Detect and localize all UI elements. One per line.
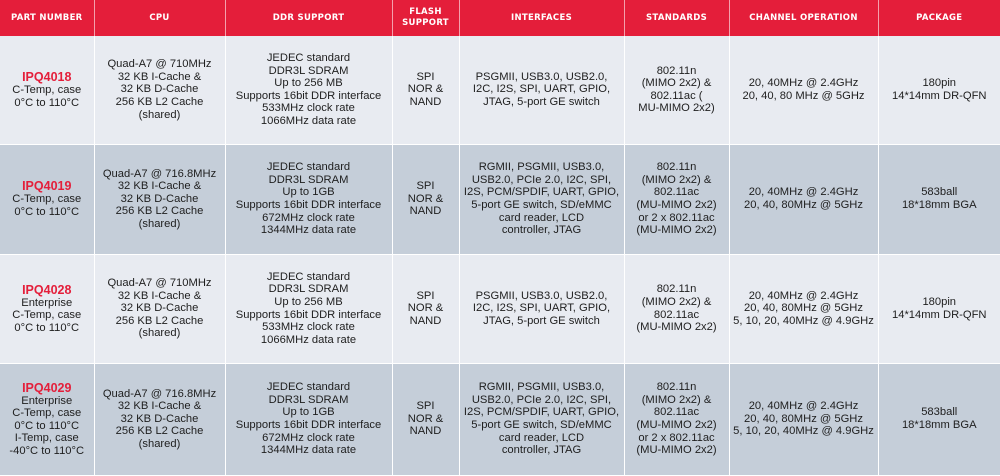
cpu-cell: Quad-A7 @ 710MHz 32 KB I-Cache & 32 KB D-Cache 256 KB L2 Cache (shared) bbox=[94, 254, 225, 363]
channel-cell: 20, 40MHz @ 2.4GHz 20, 40, 80MHz @ 5GHz 5, 10, 20, 40MHz @ 4.9GHz bbox=[729, 363, 878, 475]
standards-cell: 802.11n (MIMO 2x2) & 802.11ac (MU-MIMO 2x2) or 2 x 802.11ac (MU-MIMO 2x2) bbox=[624, 144, 729, 254]
header-ddr-support: DDR SUPPORT bbox=[225, 0, 392, 36]
header-channel-operation: CHANNEL OPERATION bbox=[729, 0, 878, 36]
table-row bbox=[0, 254, 1000, 363]
package-cell: 583ball 18*18mm BGA bbox=[878, 363, 1000, 475]
package-cell: 180pin 14*14mm DR-QFN bbox=[878, 36, 1000, 144]
header-part-number: PART NUMBER bbox=[0, 0, 94, 36]
part-number-cell bbox=[0, 254, 94, 363]
flash-cell: SPI NOR & NAND bbox=[392, 363, 459, 475]
table-row bbox=[0, 363, 1000, 475]
interfaces-cell: PSGMII, USB3.0, USB2.0, I2C, I2S, SPI, UART, GPIO, JTAG, 5-port GE switch bbox=[459, 254, 624, 363]
ddr-cell: JEDEC standard DDR3L SDRAM Up to 1GB Supports 16bit DDR interface 672MHz clock rate 1344MHz data rate bbox=[225, 144, 392, 254]
package-cell: 180pin 14*14mm DR-QFN bbox=[878, 254, 1000, 363]
channel-cell: 20, 40MHz @ 2.4GHz 20, 40, 80 MHz @ 5GHz bbox=[729, 36, 878, 144]
part-desc: Enterprise C-Temp, case 0°C to 110°C bbox=[12, 296, 82, 334]
channel-cell: 20, 40MHz @ 2.4GHz 20, 40, 80MHz @ 5GHz 5, 10, 20, 40MHz @ 4.9GHz bbox=[729, 254, 878, 363]
part-number-cell bbox=[0, 363, 94, 475]
ddr-cell: JEDEC standard DDR3L SDRAM Up to 1GB Supports 16bit DDR interface 672MHz clock rate 1344MHz data rate bbox=[225, 363, 392, 475]
flash-cell: SPI NOR & NAND bbox=[392, 36, 459, 144]
header-standards: STANDARDS bbox=[624, 0, 729, 36]
interfaces-cell: PSGMII, USB3.0, USB2.0, I2C, I2S, SPI, UART, GPIO, JTAG, 5-port GE switch bbox=[459, 36, 624, 144]
header-flash-support: FLASH SUPPORT bbox=[392, 0, 459, 36]
table-row bbox=[0, 36, 1000, 144]
cpu-cell: Quad-A7 @ 716.8MHz 32 KB I-Cache & 32 KB D-Cache 256 KB L2 Cache (shared) bbox=[94, 363, 225, 475]
table-row bbox=[0, 144, 1000, 254]
interfaces-cell: RGMII, PSGMII, USB3.0, USB2.0, PCIe 2.0, I2C, SPI, I2S, PCM/SPDIF, UART, GPIO, 5-port GE switch, SD/eMMC card reader, LCD controller, JTAG bbox=[459, 363, 624, 475]
cpu-cell: Quad-A7 @ 710MHz 32 KB I-Cache & 32 KB D-Cache 256 KB L2 Cache (shared) bbox=[94, 36, 225, 144]
header-package: PACKAGE bbox=[878, 0, 1000, 36]
ddr-cell: JEDEC standard DDR3L SDRAM Up to 256 MB Supports 16bit DDR interface 533MHz clock rate 1066MHz data rate bbox=[225, 254, 392, 363]
header-interfaces: INTERFACES bbox=[459, 0, 624, 36]
header-cpu: CPU bbox=[94, 0, 225, 36]
header-row bbox=[0, 0, 1000, 36]
part-name: IPQ4029 bbox=[22, 380, 72, 395]
part-number-cell bbox=[0, 36, 94, 144]
standards-cell: 802.11n (MIMO 2x2) & 802.11ac (MU-MIMO 2x2) or 2 x 802.11ac (MU-MIMO 2x2) bbox=[624, 363, 729, 475]
part-number-cell bbox=[0, 144, 94, 254]
part-name: IPQ4019 bbox=[22, 179, 72, 194]
part-desc: C-Temp, case 0°C to 110°C bbox=[12, 84, 82, 109]
cpu-cell: Quad-A7 @ 716.8MHz 32 KB I-Cache & 32 KB D-Cache 256 KB L2 Cache (shared) bbox=[94, 144, 225, 254]
ddr-cell: JEDEC standard DDR3L SDRAM Up to 256 MB Supports 16bit DDR interface 533MHz clock rate 1066MHz data rate bbox=[225, 36, 392, 144]
channel-cell: 20, 40MHz @ 2.4GHz 20, 40, 80MHz @ 5GHz bbox=[729, 144, 878, 254]
flash-cell: SPI NOR & NAND bbox=[392, 254, 459, 363]
part-name: IPQ4028 bbox=[22, 282, 72, 297]
part-name: IPQ4018 bbox=[22, 70, 72, 85]
package-cell: 583ball 18*18mm BGA bbox=[878, 144, 1000, 254]
part-desc: Enterprise C-Temp, case 0°C to 110°C I-Temp, case -40°C to 110°C bbox=[9, 394, 85, 457]
part-desc: C-Temp, case 0°C to 110°C bbox=[12, 193, 82, 218]
standards-cell: 802.11n (MIMO 2x2) & 802.11ac (MU-MIMO 2x2) bbox=[624, 254, 729, 363]
flash-cell: SPI NOR & NAND bbox=[392, 144, 459, 254]
standards-cell: 802.11n (MIMO 2x2) & 802.11ac ( MU-MIMO 2x2) bbox=[624, 36, 729, 144]
interfaces-cell: RGMII, PSGMII, USB3.0, USB2.0, PCIe 2.0, I2C, SPI, I2S, PCM/SPDIF, UART, GPIO, 5-port GE switch, SD/eMMC card reader, LCD controller, JTAG bbox=[459, 144, 624, 254]
